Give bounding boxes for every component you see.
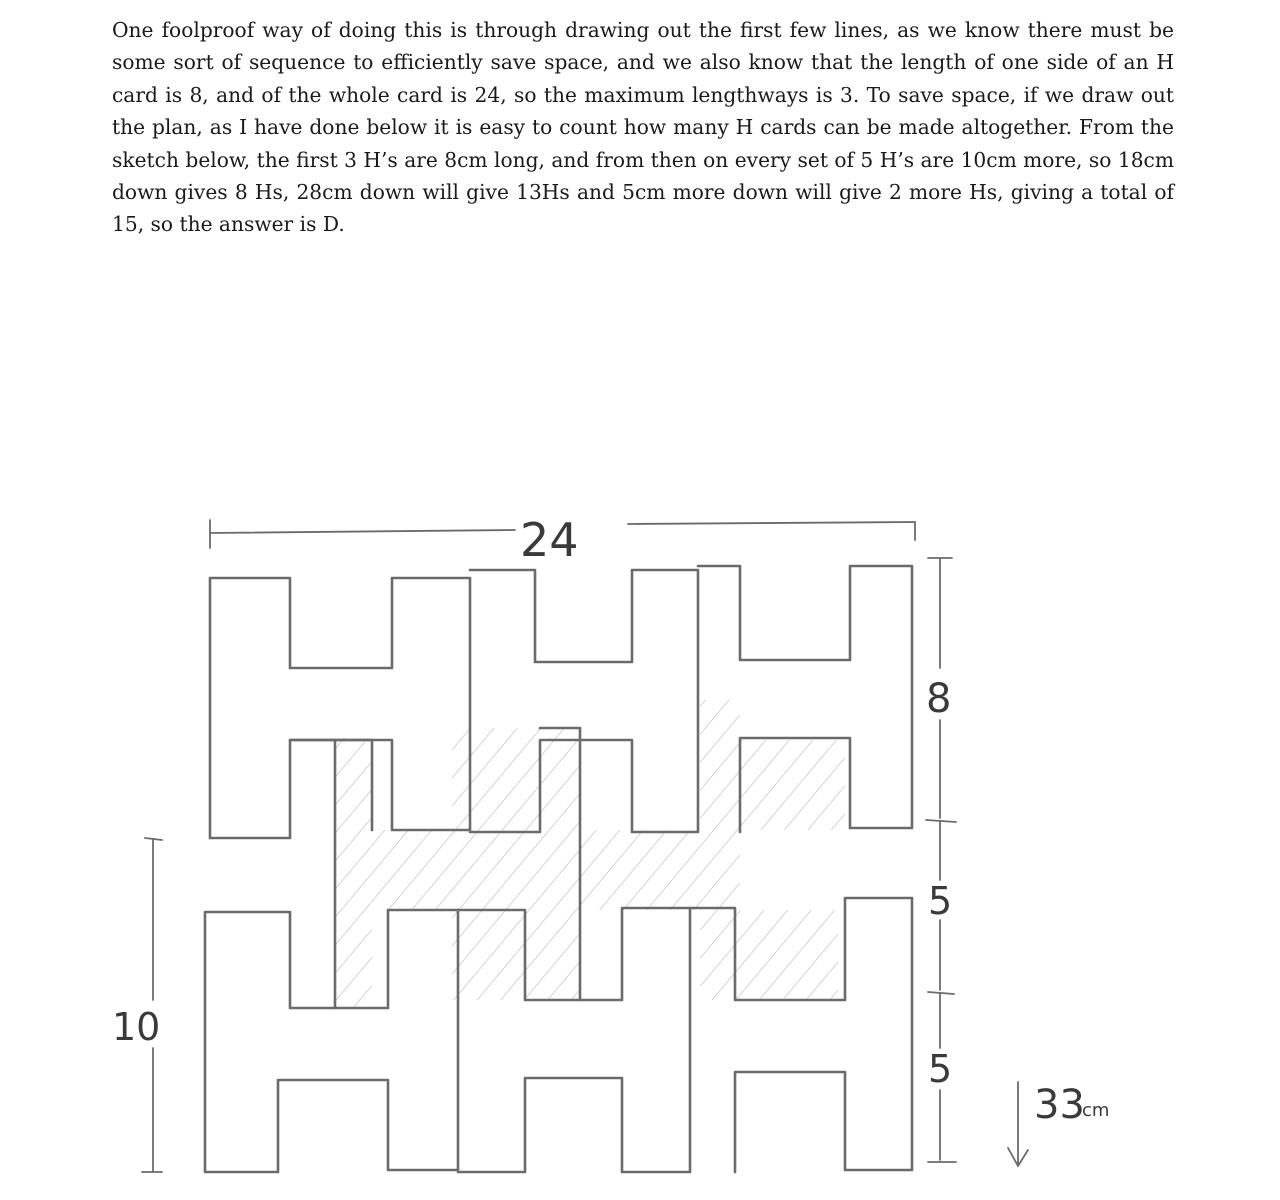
width-label: 24 (520, 513, 579, 567)
total-unit-label: cm (1082, 1100, 1110, 1121)
hatched-card-right (740, 740, 845, 1000)
height-label-5-first: 5 (928, 879, 953, 923)
hatched-card-left (335, 728, 540, 1008)
explanation-paragraph: One foolproof way of doing this is through drawing out the first few lines, as we know there must be some sort of sequence to efficiently save space, and we also know that the length of one side of an H card is 8, and of the whole card is 24, so the maximum lengthways is 3. To save space, if we draw out the plan, as I have done below it is easy to count how many H cards can be made altogether. From the sketch below, the first 3 H’s are 8cm long, and from then on every set of 5 H’s are 10cm more, so 18cm down gives 8 Hs, 28cm down will give 13Hs and 5cm more down will give 2 more Hs, giving a total of 15, so the answer is D. (112, 18, 1174, 237)
total-arrow (1008, 1082, 1028, 1166)
middle-row-left-h (205, 910, 458, 1172)
width-dimension-left (210, 520, 515, 548)
left-label-10: 10 (112, 1005, 161, 1049)
height-label-5-second: 5 (928, 1047, 953, 1091)
width-dimension-right (628, 522, 915, 540)
hatched-middle-cards (335, 700, 845, 1008)
height-label-8: 8 (926, 676, 952, 722)
total-label: 33 (1034, 1082, 1085, 1128)
hatched-card-center (540, 700, 740, 1000)
